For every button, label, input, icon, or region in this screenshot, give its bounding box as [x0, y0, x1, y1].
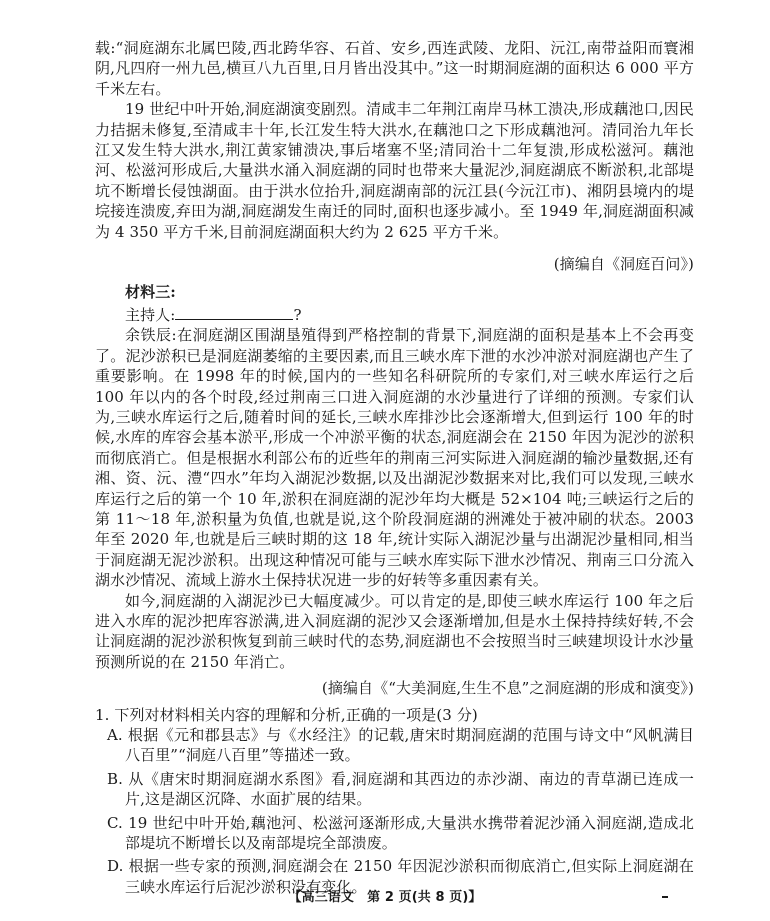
option-d: D. 根据一些专家的预测,洞庭湖会在 2150 年因泥沙淤积而彻底消亡,但实际上洞庭湖在三峡水库运行后泥沙淤积没有变化。: [107, 857, 694, 896]
paragraph-continued: 载:“洞庭湖东北属巴陵,西北跨华容、石首、安乡,西连武陵、龙阳、沅江,南带益阳而寰湘阴,凡四府一州九邑,横亘八九百里,日月皆出没其中。”这一时期洞庭湖的面积达 6 000 平方千米左右。: [95, 39, 694, 98]
corner-mark: [662, 896, 668, 898]
source-citation-2: (摘编自《“大美洞庭,生生不息”之洞庭湖的形成和演变》): [321, 679, 694, 698]
option-c: C. 19 世纪中叶开始,藕池河、松滋河逐渐形成,大量洪水携带着泥沙涌入洞庭湖,造成北部堤坑不断增长以及南部堤垸全部溃废。: [107, 813, 694, 853]
host-label: 主持人:: [125, 305, 176, 324]
host-suffix: ?: [293, 305, 302, 324]
option-b: B. 从《唐宋时期洞庭湖水系图》看,洞庭湖和其西边的赤沙湖、南边的青草湖已连成一片,这是湖区沉降、水面扩展的结果。: [107, 769, 694, 809]
fill-in-blank: [175, 303, 293, 320]
paragraph-19th-century: 19 世纪中叶开始,洞庭湖演变剧烈。清咸丰二年荆江南岸马林工溃决,形成藕池口,因民力拮据未修复,至清咸丰十年,长江发生特大洪水,在藕池口之下形成藕池河。清同治九年长江又发生特大洪水,荆江黄家铺溃决,事后堵塞不坚;清同治十二年复溃,形成松滋河。藕池河、松滋河形成后,大量洪水涌入洞庭湖的同时也带来大量泥沙,洞庭湖底不断淤积,北部堤坑不断增长侵蚀湖面。由于洪水位抬升,洞庭湖南部的沅江县(今沅江市)、湘阴县境内的堤垸接连溃废,弃田为湖,洞庭湖发生南迁的同时,面积也逐步减小。至 1949 年,洞庭湖面积减为 4 350 平方千米,目前洞庭湖面积大约为 2 625 平方千米。: [95, 100, 694, 241]
page-footer: 【高三语文 第 2 页(共 8 页)】: [288, 890, 482, 905]
section-title-material-3: 材料三:: [125, 283, 176, 302]
paragraph-conclusion: 如今,洞庭湖的入湖泥沙已大幅度减少。可以肯定的是,即使三峡水库运行 100 年之后进入水库的泥沙把库容淤满,进入洞庭湖的泥沙又会逐渐增加,但是水土保持持续好转,不会让洞庭湖的泥沙淤积恢复到前三峡时代的态势,洞庭湖也不会按照当时三峡建坝设计水沙量预测所说的在 2150 年消亡。: [95, 591, 694, 671]
paragraph-interview: 余铁辰:在洞庭湖区围湖垦殖得到严格控制的背景下,洞庭湖的面积是基本上不会再变了。泥沙淤积已是洞庭湖萎缩的主要因素,而且三峡水库下泄的水沙冲淤对洞庭湖也产生了重要影响。在 1998 年的时候,国内的一些知名科研院所的专家们,对三峡水库运行之后 100 年以内的各个时段,经过荆南三口进入洞庭湖的水沙量进行了详细的预测。专家们认为,三峡水库运行之后,随着时间的延长,三峡水库排沙比会逐渐增大,但到运行 100 年的时候,水库的库容会基本淤平,形成一个冲淤平衡的状态,洞庭湖会在 2150 年因为泥沙的淤积而彻底消亡。但是根据水利部公布的近些年的荆南三河实际进入洞庭湖的输沙量数据,还有湘、资、沅、澧“四水”年均入湖泥沙数据,以及出湖泥沙数据来对比,我们可以发现,三峡水库运行之后的第一个 10 年,淤积在洞庭湖的泥沙年均大概是 52×104 吨;三峡运行之后的第 11～18 年,淤积量为负值,也就是说,这个阶段洞庭湖的洲滩处于被冲刷的状态。2003 年至 2020 年,也就是后三峡时期的这 18 年,统计实际入湖泥沙量与出湖泥沙量相同,相当于洞庭湖无泥沙淤积。出现这种情况可能与三峡水库实际下泄水沙情况、荆南三口分流入湖水沙情况、流域上游水土保持状况进一步的好转等多重因素有关。: [95, 326, 694, 590]
source-citation-1: (摘编自《洞庭百问》): [553, 255, 694, 274]
host-line: [95, 303, 694, 325]
question-stem: 1. 下列对材料相关内容的理解和分析,正确的一项是(3 分): [95, 705, 478, 724]
option-a: A. 根据《元和郡县志》与《水经注》的记载,唐宋时期洞庭湖的范围与诗文中“风帆满目八百里”“洞庭八百里”等描述一致。: [107, 726, 694, 765]
